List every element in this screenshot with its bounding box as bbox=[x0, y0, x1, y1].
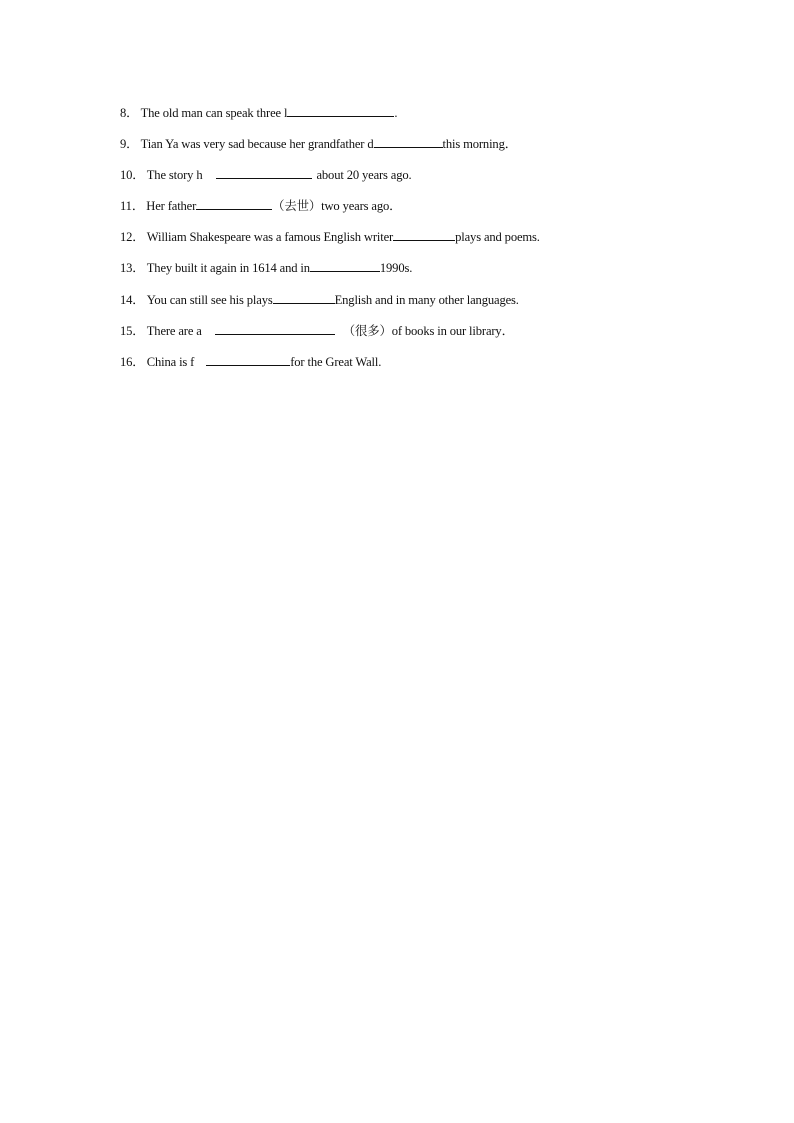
question-text: There are a bbox=[146, 323, 202, 338]
question-text: Tian Ya was very sad because her grandfather d bbox=[140, 137, 374, 152]
question-9 bbox=[120, 134, 720, 165]
answer-blank[interactable] bbox=[393, 227, 455, 241]
question-text: The story h bbox=[146, 168, 203, 183]
chinese-hint: （很多） bbox=[342, 322, 392, 338]
question-text: Her father bbox=[146, 199, 197, 214]
question-14 bbox=[120, 290, 720, 321]
question-text: . bbox=[394, 106, 398, 120]
answer-blank[interactable] bbox=[310, 258, 380, 272]
answer-blank[interactable] bbox=[273, 290, 335, 304]
question-10 bbox=[120, 165, 720, 196]
question-number: 8． bbox=[120, 106, 139, 120]
answer-blank[interactable] bbox=[206, 352, 290, 366]
question-text: two years ago． bbox=[321, 199, 402, 214]
question-number: 14． bbox=[120, 292, 145, 307]
question-number: 13． bbox=[120, 261, 145, 276]
question-text: for the Great Wall. bbox=[290, 354, 382, 369]
chinese-hint: （去世） bbox=[272, 198, 322, 214]
answer-blank[interactable] bbox=[287, 103, 394, 117]
question-text: 1990s. bbox=[379, 261, 413, 276]
answer-blank[interactable] bbox=[374, 134, 443, 148]
question-text: about 20 years ago. bbox=[316, 168, 412, 183]
question-text: China is f bbox=[146, 354, 195, 369]
question-text: this morning． bbox=[442, 137, 518, 152]
question-8 bbox=[120, 103, 720, 134]
fill-in-blank-questions bbox=[120, 103, 720, 383]
answer-blank[interactable] bbox=[216, 165, 312, 179]
question-16 bbox=[120, 352, 720, 383]
question-11 bbox=[120, 196, 720, 227]
question-12 bbox=[120, 227, 720, 258]
question-text: They built it again in 1614 and in bbox=[146, 261, 310, 276]
question-text: of books in our library． bbox=[391, 323, 515, 338]
question-15 bbox=[120, 321, 720, 352]
question-text: English and in many other languages. bbox=[334, 292, 519, 307]
question-number: 12． bbox=[120, 230, 145, 245]
question-text: The old man can speak three l bbox=[140, 106, 288, 120]
question-text: plays and poems. bbox=[455, 230, 540, 245]
question-number: 15． bbox=[120, 323, 145, 338]
answer-blank[interactable] bbox=[196, 196, 272, 210]
question-number: 9． bbox=[120, 137, 139, 152]
question-text: You can still see his plays bbox=[146, 292, 273, 307]
question-number: 16． bbox=[120, 354, 145, 369]
answer-blank[interactable] bbox=[215, 321, 335, 335]
question-13 bbox=[120, 258, 720, 289]
question-number: 11． bbox=[120, 199, 145, 214]
question-number: 10． bbox=[120, 168, 145, 183]
question-text: William Shakespeare was a famous English writer bbox=[146, 230, 394, 245]
